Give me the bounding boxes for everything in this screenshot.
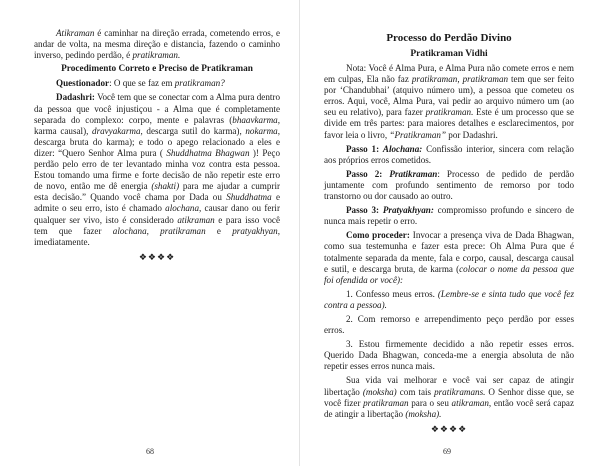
answer-term: Shuddhatma <box>226 192 272 203</box>
answer-text: e admite o seu erro, isto é chamado <box>34 192 280 214</box>
step-term: Pratyakhyan: <box>382 205 434 216</box>
answer-text: Você tem que se conectar com a Alma pura dentro da pessoa que você injustiçou - a Alma que é completamente separada do complexo: corpo, mente e palavras ( <box>34 92 280 125</box>
closing-term: pratikraman <box>363 397 409 408</box>
answer-term: bhaavkarma, <box>232 114 280 125</box>
note-text: tem que ser feito por ‘Chandubhai’ (atquivo número um), a pessoa que cometeu os erros. Aqui, você, Alma Pura, vai pedir ao arquivo número um (ao seu eu relativo), para fazer <box>324 74 574 118</box>
note-text: Nota: Você é Alma Pura, e Alma Pura não comete erros e nem em culpas, Ela não faz <box>324 63 574 85</box>
questioner-label: Questionador <box>56 78 110 89</box>
how-label: Como proceder: <box>346 230 410 241</box>
answer-paragraph <box>34 92 280 247</box>
answer-text: e <box>205 225 233 236</box>
answer-text: imediatamente. <box>34 236 90 247</box>
note-term: pratikraman <box>462 74 509 85</box>
item-text: 1. Confesso meus erros. <box>346 288 438 299</box>
item-note: (Lembre-se e sinta tudo que você fez contra a pessoa). <box>324 288 574 310</box>
note-term: pratikraman <box>411 74 458 85</box>
prayer-item-1 <box>324 289 574 311</box>
page-title: Processo do Perdão Divino <box>386 32 512 44</box>
intro-paragraph <box>34 28 280 61</box>
answer-term: Shuddhatma Bhagwan <box>166 147 250 158</box>
note-paragraph <box>324 63 574 141</box>
answer-text: e para isso você tem que fazer <box>34 214 280 236</box>
answer-term: dravyakarma, <box>92 125 143 136</box>
closing-text: O Senhor disse que, se você fizer <box>324 386 574 408</box>
answer-term: atikraman <box>177 214 215 225</box>
prayer-item-3: 3. Estou firmemente decidido a não repetir esses erros. Querido Dada Bhagwan, conceda-me a energia absoluta de não repetir esses erros nunca mais. <box>324 339 574 372</box>
closing-text: Sua vida vai melhorar e você vai ser capaz de atingir libertação <box>324 375 574 397</box>
page-subtitle: Pratikraman Vidhi <box>410 49 488 59</box>
step-text: Confissão interior, sincera com relação aos próprios erros cometidos. <box>324 143 574 165</box>
section-heading: Procedimento Correto e Preciso de Pratikraman <box>61 64 253 75</box>
intro-text: é caminhar na direção errada, cometendo erros, e andar de volta, na mesma direção e distancia, fazendo o caminho inverso, pedindo perdão, é <box>34 28 280 61</box>
term-atikraman: Atikraman <box>56 28 95 38</box>
answer-term: alochana, <box>165 203 202 214</box>
note-term: “Pratikraman” <box>389 129 446 140</box>
step-term: Alochana: <box>382 143 423 154</box>
how-instruction: colocar o nome da pessoa que foi ofendida or você): <box>324 263 574 285</box>
answer-text: descarga sutil do karma), <box>142 125 246 136</box>
closing-paragraph <box>324 375 574 419</box>
answer-term: alochana, pratikraman <box>112 225 206 236</box>
closing-term: (moksha) <box>362 386 397 397</box>
step-label: Passo 1: <box>346 143 383 154</box>
note-text: , <box>457 74 463 85</box>
ornament-divider: ❖❖❖❖ <box>430 423 468 434</box>
step-label: Passo 2: <box>346 168 390 179</box>
answer-text: karma causal), <box>34 125 93 136</box>
closing-text: com tais <box>396 386 435 397</box>
answer-term: pratyakhyan, <box>232 225 280 236</box>
prayer-item-2: 2. Com remorso e arrependimento peço perdão por esses erros. <box>324 313 574 336</box>
how-to-proceed <box>324 230 574 285</box>
how-text: Invocar a presença viva de Dada Bhagwan, como sua testemunha e fazer esta prece: Oh Alma Pura que é totalmente separada da mente, fala e corpo, causal, descarga causal e sutil, e descarga bruta, de karma ( <box>324 230 574 274</box>
step-term: Pratikraman <box>389 168 438 179</box>
note-text: Este é um processo que se divide em três partes: para maiores detalhes e esclarecimentos, por favor leia o livro, <box>324 107 574 140</box>
step-label: Passo 3: <box>346 205 383 216</box>
closing-term: atikraman <box>451 397 489 408</box>
right-page <box>300 0 600 466</box>
note-term: pratikraman. <box>425 107 474 118</box>
page-number: 69 <box>443 447 451 456</box>
closing-term: (moksha). <box>405 408 442 419</box>
page-number: 68 <box>146 447 154 456</box>
step-text: : Processo de pedido de perdão juntamente com profundo sentimento de remorso por todo transtorno ou dor causado ao outro. <box>324 168 574 202</box>
closing-text: para o seu <box>408 397 452 408</box>
step-text: compromisso profundo e sincero de nunca mais repetir o erro. <box>324 205 574 227</box>
step-3 <box>324 205 574 227</box>
question-text: : O que se faz em <box>109 78 175 89</box>
question-term: pratikraman? <box>174 78 225 89</box>
dadashri-label: Dadashri: <box>56 92 95 103</box>
step-2 <box>324 169 574 202</box>
answer-text: , descarga bruta do karma); e todo o apego relacionado a eles e dizer: “Quero Senhor Alma pura ( <box>34 125 280 158</box>
answer-text: )! Peço perdão pelo erro de ter levantado minha voz contra esta pessoa. Estou tomando uma firme e forte decisão de não repetir este erro de novo, então me dê energia <box>34 147 280 192</box>
ornament-divider: ❖❖❖❖ <box>138 251 176 262</box>
answer-text: para me ajudar a cumprir esta decisão.” Quando você chama por Dada ou <box>34 181 280 203</box>
term-pratikraman: pratikraman. <box>132 50 181 61</box>
question-paragraph <box>34 78 280 89</box>
closing-term: pratikramans. <box>434 386 486 397</box>
step-1 <box>324 144 574 166</box>
closing-text: , então você será capaz de atingir a libertação <box>324 397 574 419</box>
answer-term: (shakti) <box>151 181 180 192</box>
answer-term: nokarma <box>245 125 278 136</box>
note-text: por Dadashri. <box>446 129 498 140</box>
answer-text: causar dano ou ferir qualquer ser vivo, isto é considerado <box>34 203 280 225</box>
